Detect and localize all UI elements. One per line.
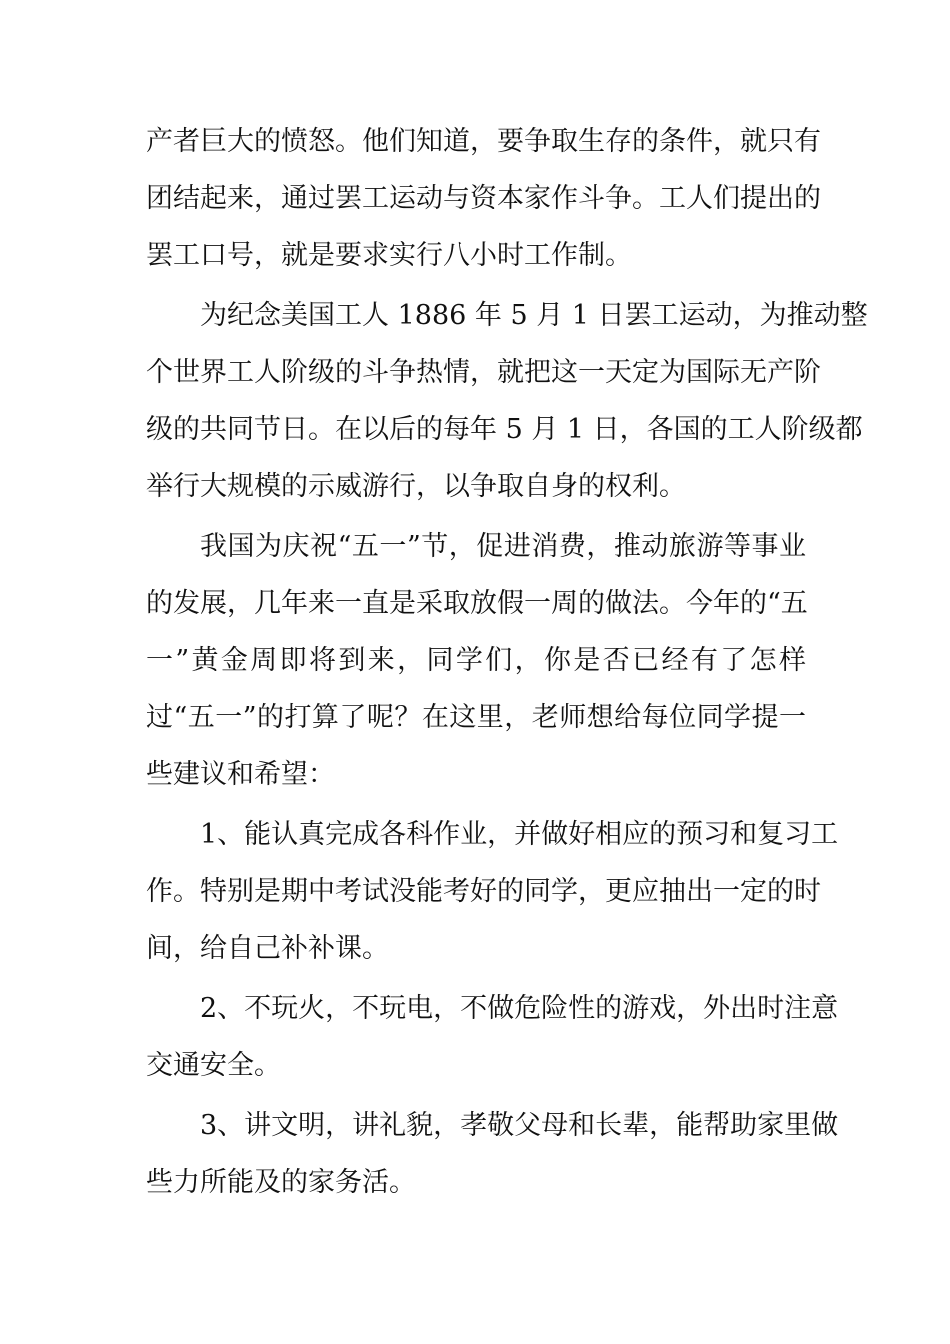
text-line: 的发展，几年来一直是采取放假一周的做法。今年的“五 xyxy=(146,588,808,619)
text-line: 3、讲文明，讲礼貌，孝敬父母和长辈，能帮助家里做 xyxy=(200,1110,839,1141)
text-line: 1、能认真完成各科作业，并做好相应的预习和复习工 xyxy=(200,819,839,850)
text-line: 举行大规模的示威游行，以争取自身的权利。 xyxy=(146,471,686,502)
text-line: 些建议和希望： xyxy=(146,759,335,790)
text-line: 罢工口号，就是要求实行八小时工作制。 xyxy=(146,240,632,271)
text-line: 些力所能及的家务活。 xyxy=(146,1167,416,1198)
text-line: 产者巨大的愤怒。他们知道，要争取生存的条件，就只有 xyxy=(146,126,821,157)
text-line: 为纪念美国工人 1886 年 5 月 1 日罢工运动，为推动整 xyxy=(200,300,868,331)
text-line: 作。特别是期中考试没能考好的同学，更应抽出一定的时 xyxy=(146,876,821,907)
text-line: 交通安全。 xyxy=(146,1050,281,1081)
text-line: 团结起来，通过罢工运动与资本家作斗争。工人们提出的 xyxy=(146,183,821,214)
text-line: 级的共同节日。在以后的每年 5 月 1 日，各国的工人阶级都 xyxy=(146,414,863,445)
text-line: 2、不玩火，不玩电，不做危险性的游戏，外出时注意 xyxy=(200,993,839,1024)
text-line: 间，给自己补补课。 xyxy=(146,933,389,964)
text-line: 个世界工人阶级的斗争热情，就把这一天定为国际无产阶 xyxy=(146,357,821,388)
text-line: 过“五一”的打算了呢？在这里，老师想给每位同学提一 xyxy=(146,702,806,733)
text-line: 我国为庆祝“五一”节，促进消费，推动旅游等事业 xyxy=(200,531,806,562)
text-line: 一”黄金周即将到来，同学们，你是否已经有了怎样 xyxy=(146,645,806,676)
